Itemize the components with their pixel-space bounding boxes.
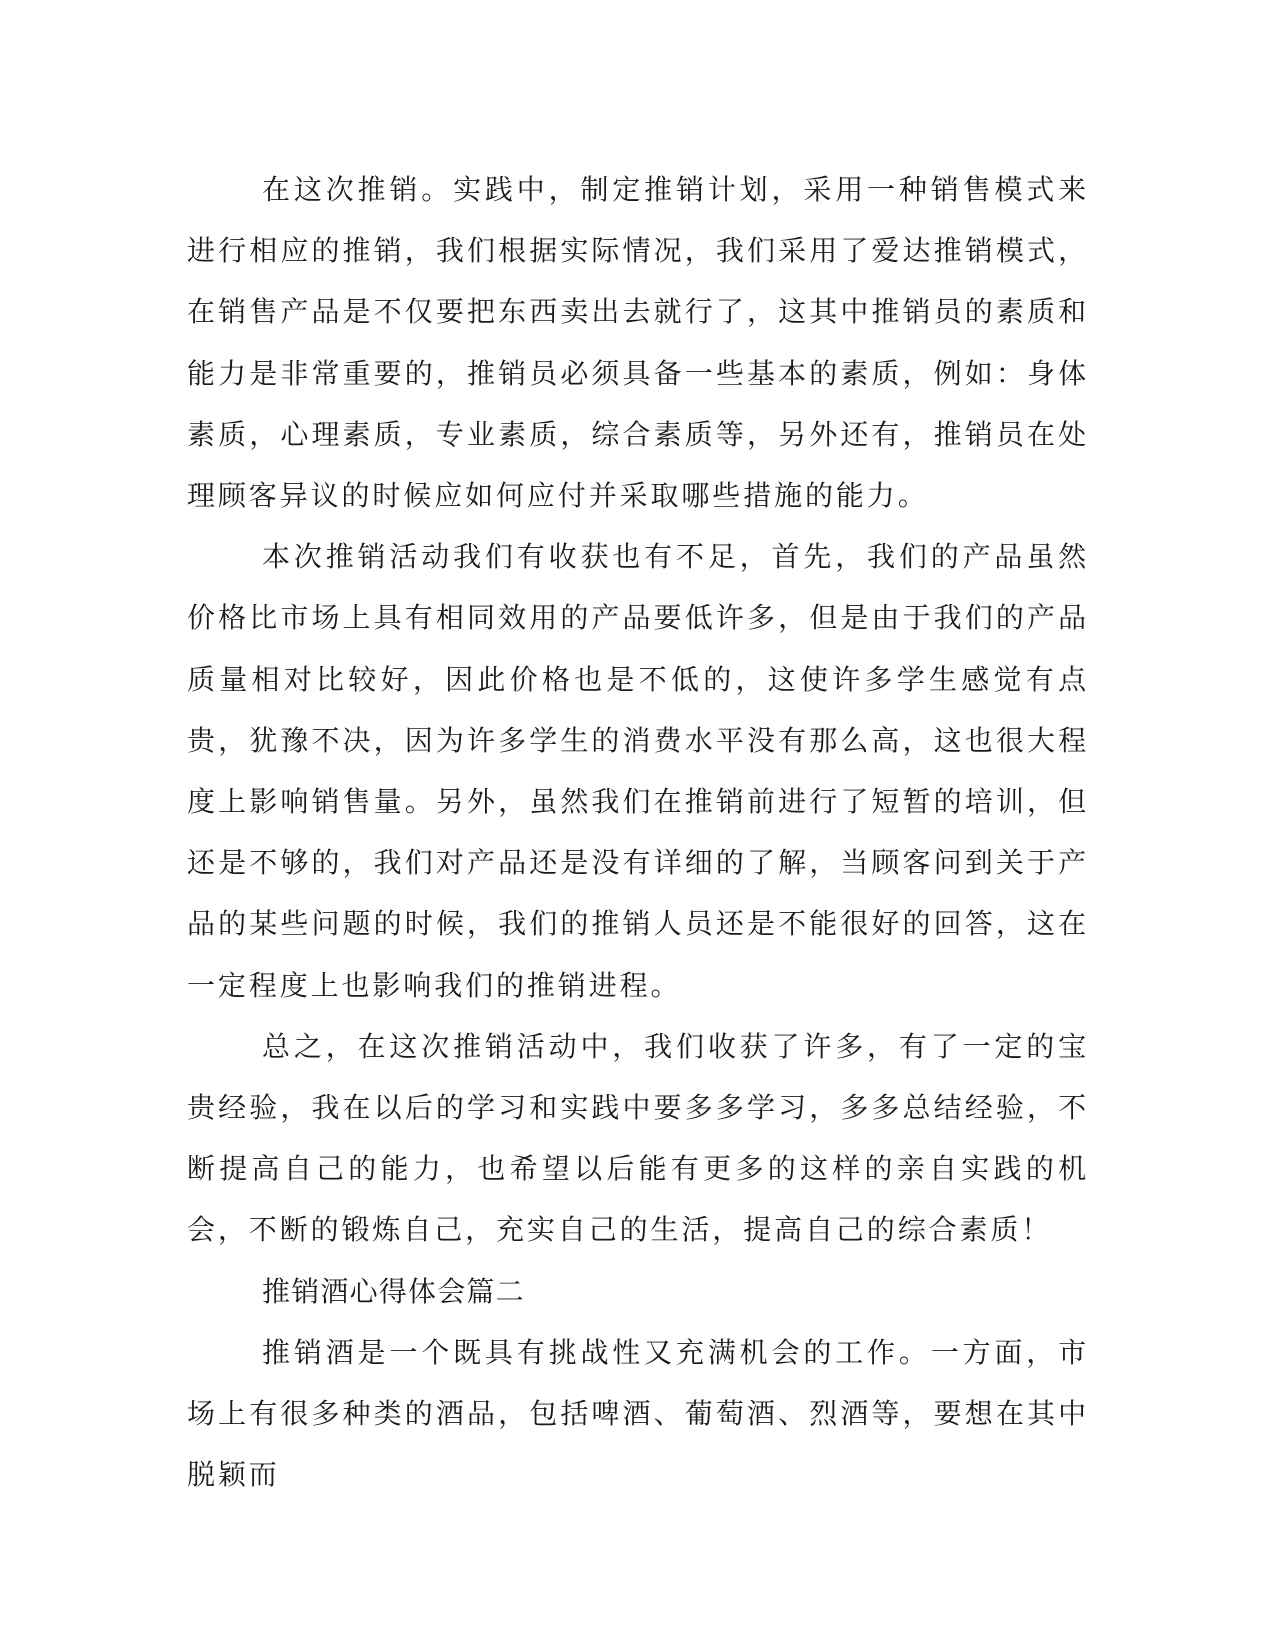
paragraph-sales-practice: 在这次推销。实践中，制定推销计划，采用一种销售模式来进行相应的推销，我们根据实际情况，我们采用了爱达推销模式，在销售产品是不仅要把东西卖出去就行了，这其中推销员的素质和能力是非常重要的，推销员必须具备一些基本的素质，例如：身体素质，心理素质，专业素质，综合素质等，另外还有，推销员在处理顾客异议的时候应如何应付并采取哪些措施的能力。 bbox=[187, 173, 1089, 513]
document-body bbox=[187, 159, 1089, 1505]
paragraph-gains-and-shortcomings: 本次推销活动我们有收获也有不足，首先，我们的产品虽然价格比市场上具有相同效用的产品要低许多，但是由于我们的产品质量相对比较好，因此价格也是不低的，这使许多学生感觉有点贵，犹豫不决，因为许多学生的消费水平没有那么高，这也很大程度上影响销售量。另外，虽然我们在推销前进行了短暂的培训，但还是不够的，我们对产品还是没有详细的了解，当顾客问到关于产品的某些问题的时候，我们的推销人员还是不能很好的回答，这在一定程度上也影响我们的推销进程。 bbox=[187, 540, 1089, 1002]
section-heading: 推销酒心得体会篇二 bbox=[262, 1274, 525, 1308]
paragraph-wine-sales-intro: 推销酒是一个既具有挑战性又充满机会的工作。一方面，市场上有很多种类的酒品，包括啤酒、葡萄酒、烈酒等，要想在其中脱颖而 bbox=[187, 1335, 1089, 1492]
paragraph-conclusion: 总之，在这次推销活动中，我们收获了许多，有了一定的宝贵经验，我在以后的学习和实践中要多多学习，多多总结经验，不断提高自己的能力，也希望以后能有更多的这样的亲自实践的机会，不断的锻炼自己，充实自己的生活，提高自己的综合素质！ bbox=[187, 1029, 1089, 1247]
